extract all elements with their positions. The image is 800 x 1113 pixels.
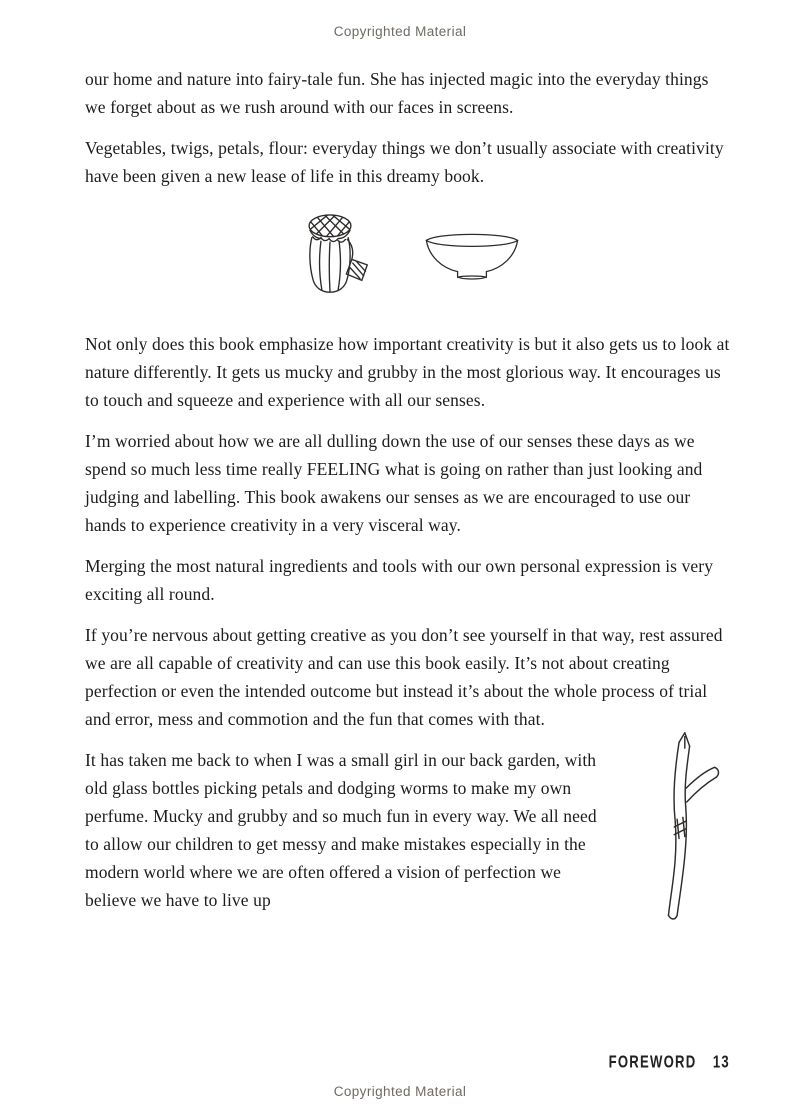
paragraph: Vegetables, twigs, petals, flour: everyday things we don’t usually associate with creativity have been given a new lease of life in this dreamy book. xyxy=(85,138,724,186)
paragraph: Merging the most natural ingredients and tools with our own personal expression is very exciting all round. xyxy=(85,556,714,604)
copyright-notice-bottom: Copyrighted Material xyxy=(333,1084,467,1099)
copyright-notice-top: Copyrighted Material xyxy=(333,24,467,39)
footer-inner xyxy=(609,1053,730,1072)
closing-paragraph-block xyxy=(85,746,730,914)
paragraph: It has taken me back to when I was a small girl in our back garden, with old glass bottles picking petals and dodging worms to make my own perfume. Mucky and grubby and so much fun in every way. We all need to allow our children to get messy and make mistakes especially in the modern world where we are often offered a vision of perfection we believe we have to live up xyxy=(85,750,597,910)
paragraph: I’m worried about how we are all dulling down the use of our senses these days as we spend so much less time really FEELING what is going on rather than just looking and judging and labelling. This book awakens our senses as we are encouraged to use our hands to experience creativity in a very visceral way. xyxy=(85,431,703,535)
section-label: FOREWORD xyxy=(608,1053,697,1072)
paragraph: Not only does this book emphasize how important creativity is but it also gets us to look at nature differently. It gets us mucky and grubby in the most glorious way. It encourages us to touch and squeeze and experience with all our senses. xyxy=(85,334,730,410)
paragraph: our home and nature into fairy-tale fun. She has injected magic into the everyday things we forget about as we rush around with our faces in screens. xyxy=(85,69,709,117)
bowl-illustration xyxy=(420,222,524,286)
jar-illustration xyxy=(280,206,380,302)
page-footer xyxy=(0,1054,800,1072)
twig-illustration xyxy=(630,724,730,936)
paragraph: If you’re nervous about getting creative as you don’t see yourself in that way, rest assured we are all capable of creativity and can use this book easily. It’s not about creating perfection or even the intended outcome but instead it’s about the whole process of trial and error, mess and commotion and the fun that comes with that. xyxy=(85,625,723,729)
foreword-body xyxy=(0,65,800,936)
illustration-row xyxy=(280,206,730,302)
page-number: 13 xyxy=(712,1053,730,1072)
